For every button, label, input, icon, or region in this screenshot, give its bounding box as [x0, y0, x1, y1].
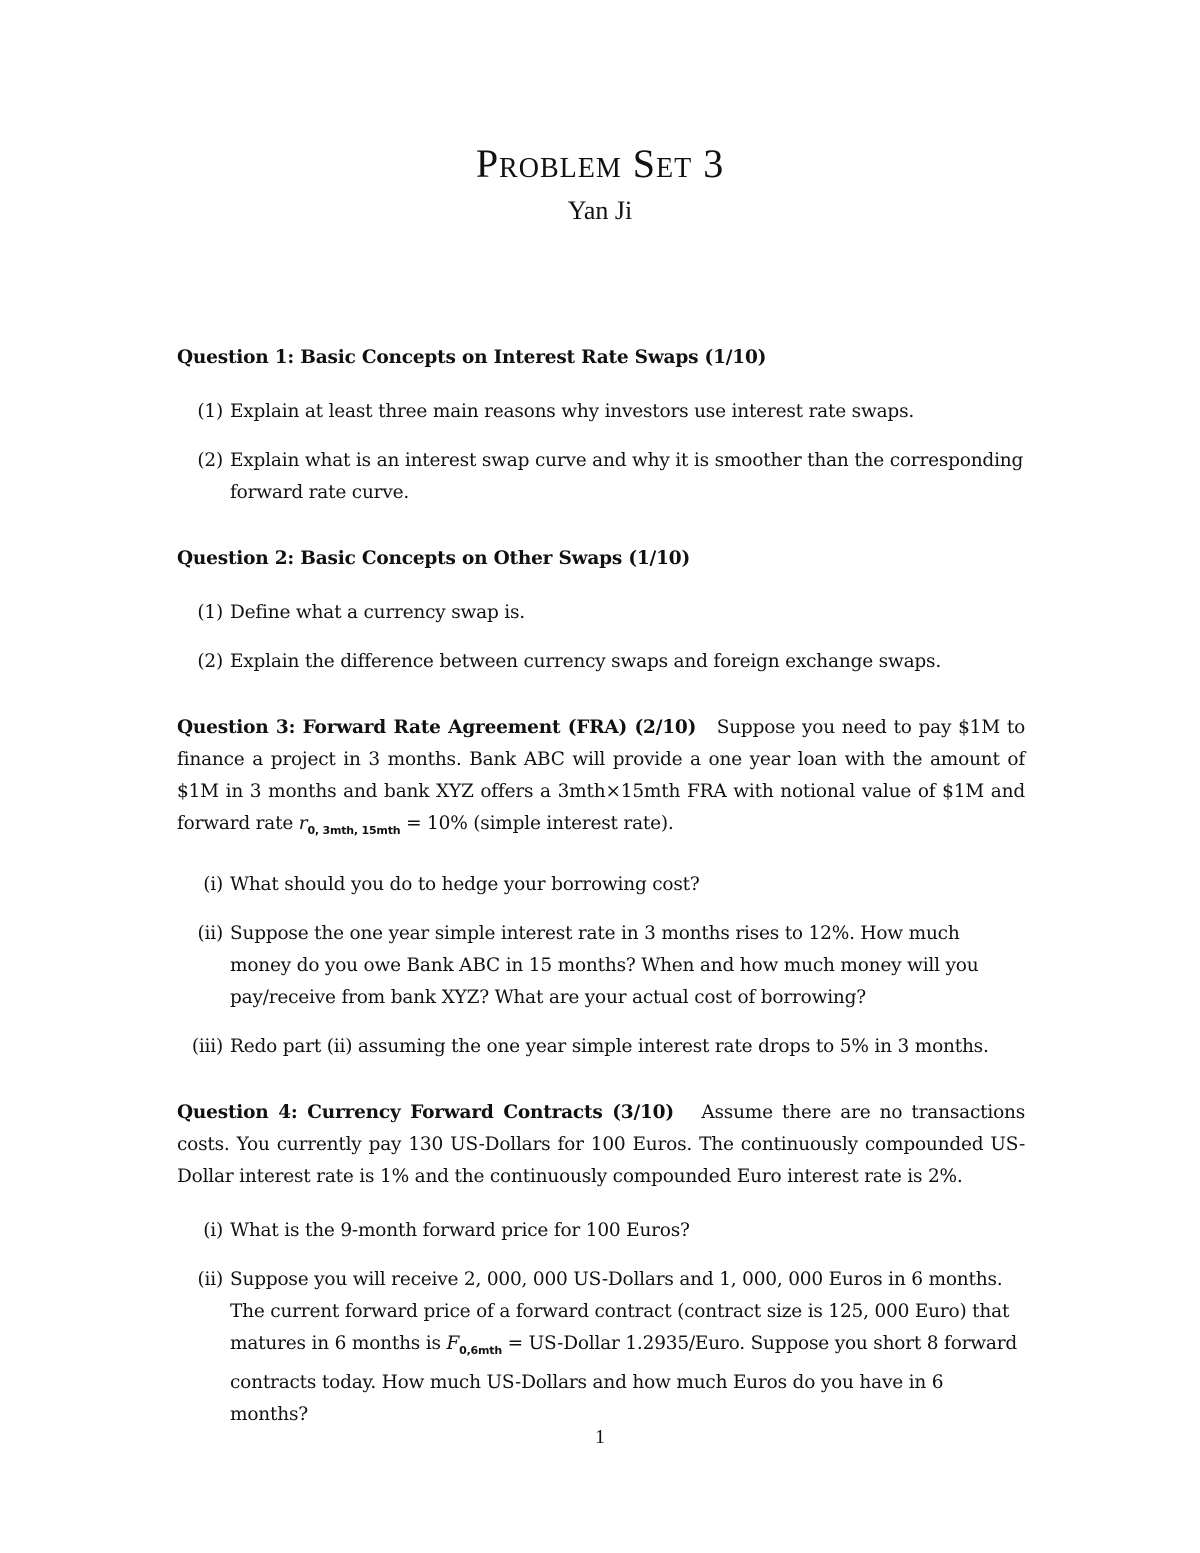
list-item [177, 1031, 1025, 1063]
list-item [177, 1264, 1025, 1431]
page-number: 1 [595, 1426, 605, 1448]
question-4 [177, 1097, 1025, 1431]
item-label: (ii) [197, 1269, 223, 1290]
list-item [177, 869, 1025, 901]
question-items [177, 869, 1025, 1063]
item-label: (2) [197, 651, 223, 672]
item-label: (2) [197, 450, 223, 471]
list-item [177, 918, 1025, 1014]
item-label: (i) [203, 874, 223, 895]
item-text: Explain what is an interest swap curve and why it is smoother than the corresponding forward rate curve. [230, 450, 1024, 503]
list-item [177, 1215, 1025, 1247]
rate-symbol: r [298, 813, 308, 834]
author-name: Yan Ji [567, 196, 633, 225]
item-text-end: = US-Dollar 1.2935/Euro. Suppose you short 8 forward contracts today. How much US-Dollars and how much Euros do you have in 6 months? [230, 1333, 1018, 1425]
question-items [177, 597, 1025, 678]
question-intro [177, 712, 1025, 847]
list-item [177, 445, 1025, 509]
item-text: What is the 9-month forward price for 100 Euros? [230, 1220, 690, 1241]
page-title: Problem Set 3 [475, 141, 725, 186]
question-items [177, 396, 1025, 509]
question-heading: Question 1: Basic Concepts on Interest Rate Swaps (1/10) [177, 347, 767, 368]
item-label: (1) [197, 602, 223, 623]
item-text: Explain at least three main reasons why investors use interest rate swaps. [230, 401, 915, 422]
forward-price-symbol: F [446, 1333, 460, 1354]
question-items [177, 1215, 1025, 1431]
question-2 [177, 543, 1025, 678]
question-1 [177, 342, 1025, 509]
item-label: (ii) [197, 923, 223, 944]
rate-subscript: 0, 3mth, 15mth [307, 824, 401, 837]
forward-price-subscript: 0,6mth [459, 1344, 502, 1357]
document-body [177, 340, 1025, 1431]
question-heading: Question 4: Currency Forward Contracts (3/10) [177, 1102, 674, 1123]
item-text: Redo part (ii) assuming the one year simple interest rate drops to 5% in 3 months. [230, 1036, 989, 1057]
list-item [177, 646, 1025, 678]
question-3 [177, 712, 1025, 1063]
list-item [177, 597, 1025, 629]
list-item [177, 396, 1025, 428]
question-intro [177, 1097, 1025, 1193]
intro-text: Suppose you need to pay $1M to finance a project in 3 months. Bank ABC will provide a one year loan with the amount of $1M in 3 months and bank XYZ offers a 3mth×15mth FRA with notional value of $1M and forward rate [177, 717, 1026, 834]
item-text: Define what a currency swap is. [230, 602, 525, 623]
question-heading: Question 3: Forward Rate Agreement (FRA) (2/10) [177, 717, 697, 738]
intro-text-end: = 10% (simple interest rate). [400, 813, 674, 834]
intro-text: Assume there are no transactions costs. You currently pay 130 US-Dollars for 100 Euros. The continuously compounded US-Dollar interest rate is 1% and the continuously compounded Euro interest rate is 2%. [177, 1102, 1026, 1187]
item-text: Suppose the one year simple interest rate in 3 months rises to 12%. How much money do you owe Bank ABC in 15 months? When and how much money will you pay/receive from bank XYZ? What are your actual cost of borrowing? [230, 923, 979, 1008]
item-text: What should you do to hedge your borrowing cost? [230, 874, 700, 895]
item-text: Suppose you will receive 2, 000, 000 US-Dollars and 1, 000, 000 Euros in 6 months. The current forward price of a forward contract (contract size is 125, 000 Euro) that matures in 6 months is [230, 1269, 1010, 1354]
item-label: (iii) [191, 1036, 223, 1057]
item-text: Explain the difference between currency swaps and foreign exchange swaps. [230, 651, 942, 672]
item-label: (1) [197, 401, 223, 422]
item-label: (i) [203, 1220, 223, 1241]
question-heading: Question 2: Basic Concepts on Other Swaps (1/10) [177, 548, 690, 569]
